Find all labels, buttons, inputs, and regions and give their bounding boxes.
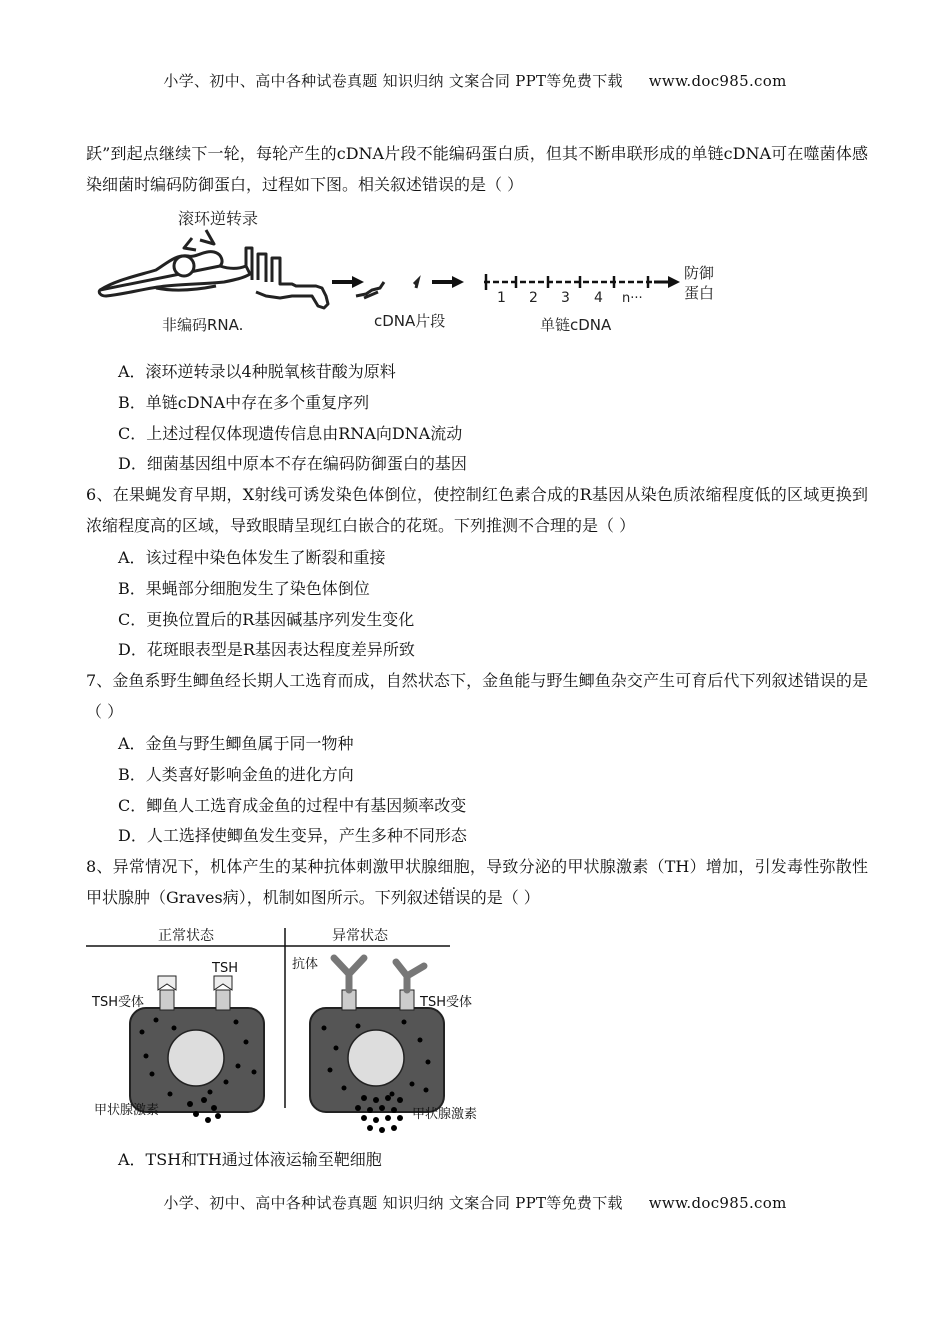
q7-option-c: C．鲫鱼人工选育成金鱼的过程中有基因频率改变 (118, 796, 467, 815)
fig5-label-protein-2: 蛋白 (684, 284, 715, 302)
arrow-1 (332, 276, 364, 288)
q7-option-b: B．人类喜好影响金鱼的进化方向 (118, 765, 354, 784)
segment-3: 3 (561, 290, 570, 306)
q8-figure (86, 922, 496, 1142)
q8-stem-emphasis: · · 错误 (439, 888, 471, 907)
fig8-receptor-right: TSH受体 (420, 995, 472, 1010)
q5-figure (96, 200, 736, 340)
q6-stem: 6、在果蝇发育早期，X射线可诱发染色体倒位，使控制红色素合成的R基因从染色质浓缩程度低的区域更换到浓缩程度高的区域，导致眼睛呈现红白嵌合的花斑。下列推测不合理的是（ ） (86, 485, 868, 535)
rna-loops (246, 248, 328, 308)
page-header (0, 70, 950, 91)
q5-option-d: D．细菌基因组中原本不存在编码防御蛋白的基因 (118, 454, 467, 473)
fig8-abnormal-label: 异常状态 (332, 928, 388, 944)
footer-text: 小学、初中、高中各种试卷真题 知识归纳 文案合同 PPT等免费下载 (163, 1194, 623, 1212)
segment-n: n··· (622, 291, 643, 306)
segment-1: 1 (497, 290, 506, 306)
fig8-antibody-label: 抗体 (292, 957, 319, 972)
fig8-receptor-left: TSH受体 (92, 995, 144, 1010)
rolling-circle (174, 256, 194, 276)
footer-site: www.doc985.com (648, 1194, 787, 1212)
q7-option-d: D．人工选择使鲫鱼发生变异，产生多种不同形态 (118, 826, 467, 845)
header-text: 小学、初中、高中各种试卷真题 知识归纳 文案合同 PPT等免费下载 (163, 72, 623, 90)
q8-stem-a: 8、异常情况下，机体产生的某种抗体刺激甲状腺细胞，导致分泌的甲状腺激素（TH）增加，引发毒性弥散性甲状腺肿（Graves病），机制如图所示。下列叙述 (86, 857, 868, 907)
segment-2: 2 (529, 290, 538, 306)
fig5-label-fragment: cDNA片段 (374, 312, 446, 330)
fig8-tsh-label: TSH (212, 961, 238, 976)
q5-option-a: A．滚环逆转录以4种脱氧核苷酸为原料 (118, 362, 396, 381)
fig8-hormone-right: 甲状腺激素 (412, 1107, 478, 1122)
q7-option-a: A．金鱼与野生鲫鱼属于同一物种 (118, 734, 354, 753)
normal-thyroid-cell (130, 976, 264, 1123)
fig8-normal-label: 正常状态 (158, 928, 214, 944)
fig5-label-ss: 单链cDNA (540, 316, 612, 334)
fig8-hormone-left: 甲状腺激素 (94, 1103, 160, 1118)
q5-intro: 跃”到起点继续下一轮，每轮产生的cDNA片段不能编码蛋白质，但其不断串联形成的单链cDNA可在噬菌体感染细菌时编码防御蛋白，过程如下图。相关叙述错误的是（ ） (86, 144, 868, 194)
q8-option-a: A．TSH和TH通过体液运输至靶细胞 (118, 1150, 382, 1169)
fig5-label-protein-1: 防御 (684, 264, 715, 282)
segment-4: 4 (594, 290, 603, 306)
small-fragment (414, 280, 418, 288)
page-footer (0, 1192, 950, 1213)
arrow-3 (654, 276, 680, 288)
q6-option-b: B．果蝇部分细胞发生了染色体倒位 (118, 579, 370, 598)
cdna-fragment-shape (356, 282, 384, 298)
q7-stem: 7、金鱼系野生鲫鱼经长期人工选育而成，自然状态下，金鱼能与野生鲫鱼杂交产生可育后代下列叙述错误的是（ ） (86, 671, 868, 721)
fig5-label-rna: 非编码RNA. (162, 316, 244, 334)
q6-option-a: A．该过程中染色体发生了断裂和重接 (118, 548, 386, 567)
header-site: www.doc985.com (648, 72, 787, 90)
q8-stem-b: 的是（ ） (470, 888, 540, 907)
q5-option-c: C．上述过程仅体现遗传信息由RNA向DNA流动 (118, 424, 463, 443)
q6-option-c: C．更换位置后的R基因碱基序列发生变化 (118, 610, 415, 629)
q6-option-d: D．花斑眼表型是R基因表达程度差异所致 (118, 640, 415, 659)
arrow-2 (432, 276, 464, 288)
fig5-label-top: 滚环逆转录 (178, 209, 259, 228)
q8-stem (86, 851, 868, 913)
q5-option-b: B．单链cDNA中存在多个重复序列 (118, 393, 370, 412)
ss-cdna-line (484, 274, 666, 290)
